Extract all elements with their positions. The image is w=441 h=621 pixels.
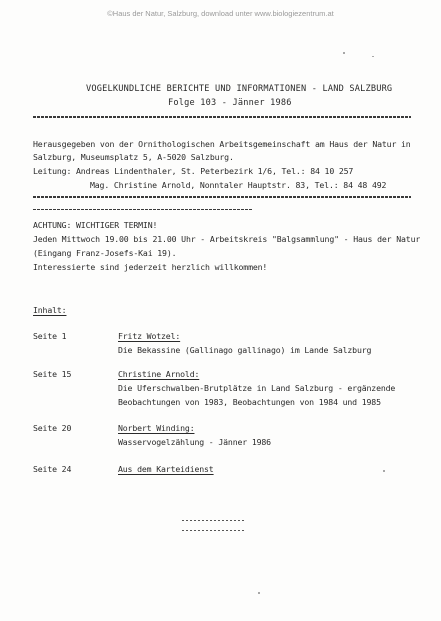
entry-1-page: Seite 1 [33,331,67,341]
notice-heading: ACHTUNG: WICHTIGER TERMIN! [33,220,158,230]
issue-label: Folge 103 - Jänner 1986 [168,98,292,108]
entry-2-title-line-2: Beobachtungen von 1983, Beobachtungen von 1984 und 1985 [118,397,381,407]
leitung-line-2: Mag. Christine Arnold, Nonntaler Hauptstr. 83, Tel.: 84 48 492 [90,180,387,190]
newsletter-title: VOGELKUNDLICHE BERICHTE UND INFORMATIONEN - LAND SALZBURG [86,84,393,94]
leitung-line-1: Leitung: Andreas Lindenthaler, St. Peterbezirk 1/6, Tel.: 84 10 257 [33,166,354,176]
scan-artifact [182,520,244,521]
publisher-line-1: Herausgegeben von der Ornithologischen Arbeitsgemeinschaft am Haus der Natur in [33,139,411,149]
entry-2-author: Christine Arnold: [118,369,200,379]
entry-2-title-line-1: Die Uferschwalben-Brutplätze in Land Salzburg - ergänzende [118,383,396,393]
scan-artifact [182,530,244,531]
entry-4-page: Seite 24 [33,464,72,474]
entry-2-page: Seite 15 [33,369,72,379]
scan-speck [258,592,260,594]
notice-line-3: Interessierte sind jederzeit herzlich willkommen! [33,262,268,272]
notice-line-2: (Eingang Franz-Josefs-Kai 19). [33,248,177,258]
entry-3-page: Seite 20 [33,423,72,433]
entry-3-title: Wasservogelzählung - Jänner 1986 [118,437,271,447]
entry-4-title: Aus dem Karteidienst [118,464,214,474]
watermark: ©Haus der Natur, Salzburg, download unter www.biologiezentrum.at [107,9,334,18]
contents-label: Inhalt: [33,305,67,315]
notice-line-1: Jeden Mittwoch 19.00 bis 21.00 Uhr - Arbeitskreis "Balgsammlung" - Haus der Natur [33,234,421,244]
entry-3-author: Norbert Winding: [118,423,195,433]
separator-line [33,116,411,118]
separator-line [33,209,253,210]
entry-1-title: Die Bekassine (Gallinago gallinago) im Lande Salzburg [118,345,372,355]
scan-speck [372,56,374,57]
entry-1-author: Fritz Wotzel: [118,331,181,341]
separator-line [33,196,411,198]
scan-speck [343,52,345,54]
scan-speck [383,470,385,472]
publisher-line-2: Salzburg, Museumsplatz 5, A-5020 Salzburg. [33,152,234,162]
